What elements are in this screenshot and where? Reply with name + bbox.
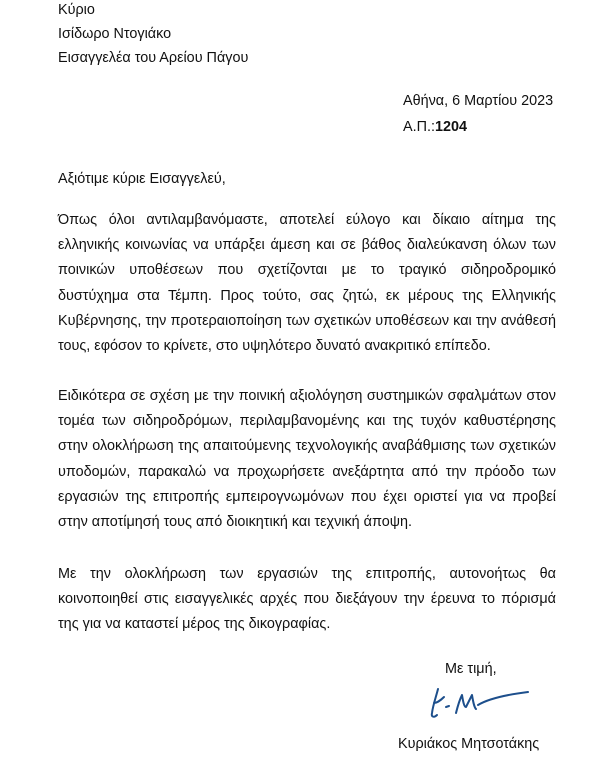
protocol-number: 1204 [435,119,468,135]
closing: Με τιμή, [445,661,497,677]
recipient-name: Ισίδωρο Ντογιάκο [58,26,172,42]
body-paragraph-3: Με την ολοκλήρωση των εργασιών της επιτροπής, αυτονοήτως θα κοινοποιηθεί στις εισαγγελικές αρχές που διεξάγουν την έρευνα το πόρισμά της για να καταστεί μέρος της δικογραφίας. [58,566,556,633]
body-paragraph-2: Ειδικότερα σε σχέση με την ποινική αξιολόγηση συστημικών σφαλμάτων στον τομέα των σιδηροδρόμων, περιλαμβανομένης και της τυχόν καθυστέρησης στην ολοκλήρωση της απαιτούμενης τεχνολογικής αναβάθμισης των σχετικών υποδομών, παρακαλώ να προχωρήσετε ανεξάρτητα από την πρόοδο των εργασιών της επιτροπής εμπειρογνωμόνων που έχει οριστεί για να προβεί στην αποτίμησή τους από διοικητική και τεχνική άποψη. [58,388,556,531]
protocol-line [403,118,467,136]
recipient-position: Εισαγγελέα του Αρείου Πάγου [58,50,249,66]
date-line: Αθήνα, 6 Μαρτίου 2023 [403,93,554,109]
protocol-label: Α.Π.: [403,119,435,135]
signatory-name: Κυριάκος Μητσοτάκης [398,736,540,752]
body-paragraph-1: Όπως όλοι αντιλαμβανόμαστε, αποτελεί εύλογο και δίκαιο αίτημα της ελληνικής κοινωνίας να υπάρξει άμεση και σε βάθος διαλεύκανση όλων των ποινικών υποθέσεων που σχετίζονται με το τραγικό σιδηροδρομικό δυστύχημα στα Τέμπη. Προς τούτο, σας ζητώ, εκ μέρους της Ελληνικής Κυβέρνησης, την προτεραιοποίηση των σχετικών υποθέσεων και την ανάθεσή τους, εφόσον το κρίνετε, στο υψηλότερο δυνατό ανακριτικό επίπεδο. [58,212,556,355]
salutation: Αξιότιμε κύριε Εισαγγελεύ, [58,171,226,187]
recipient-title: Κύριο [58,2,95,18]
handwritten-signature [420,683,535,721]
